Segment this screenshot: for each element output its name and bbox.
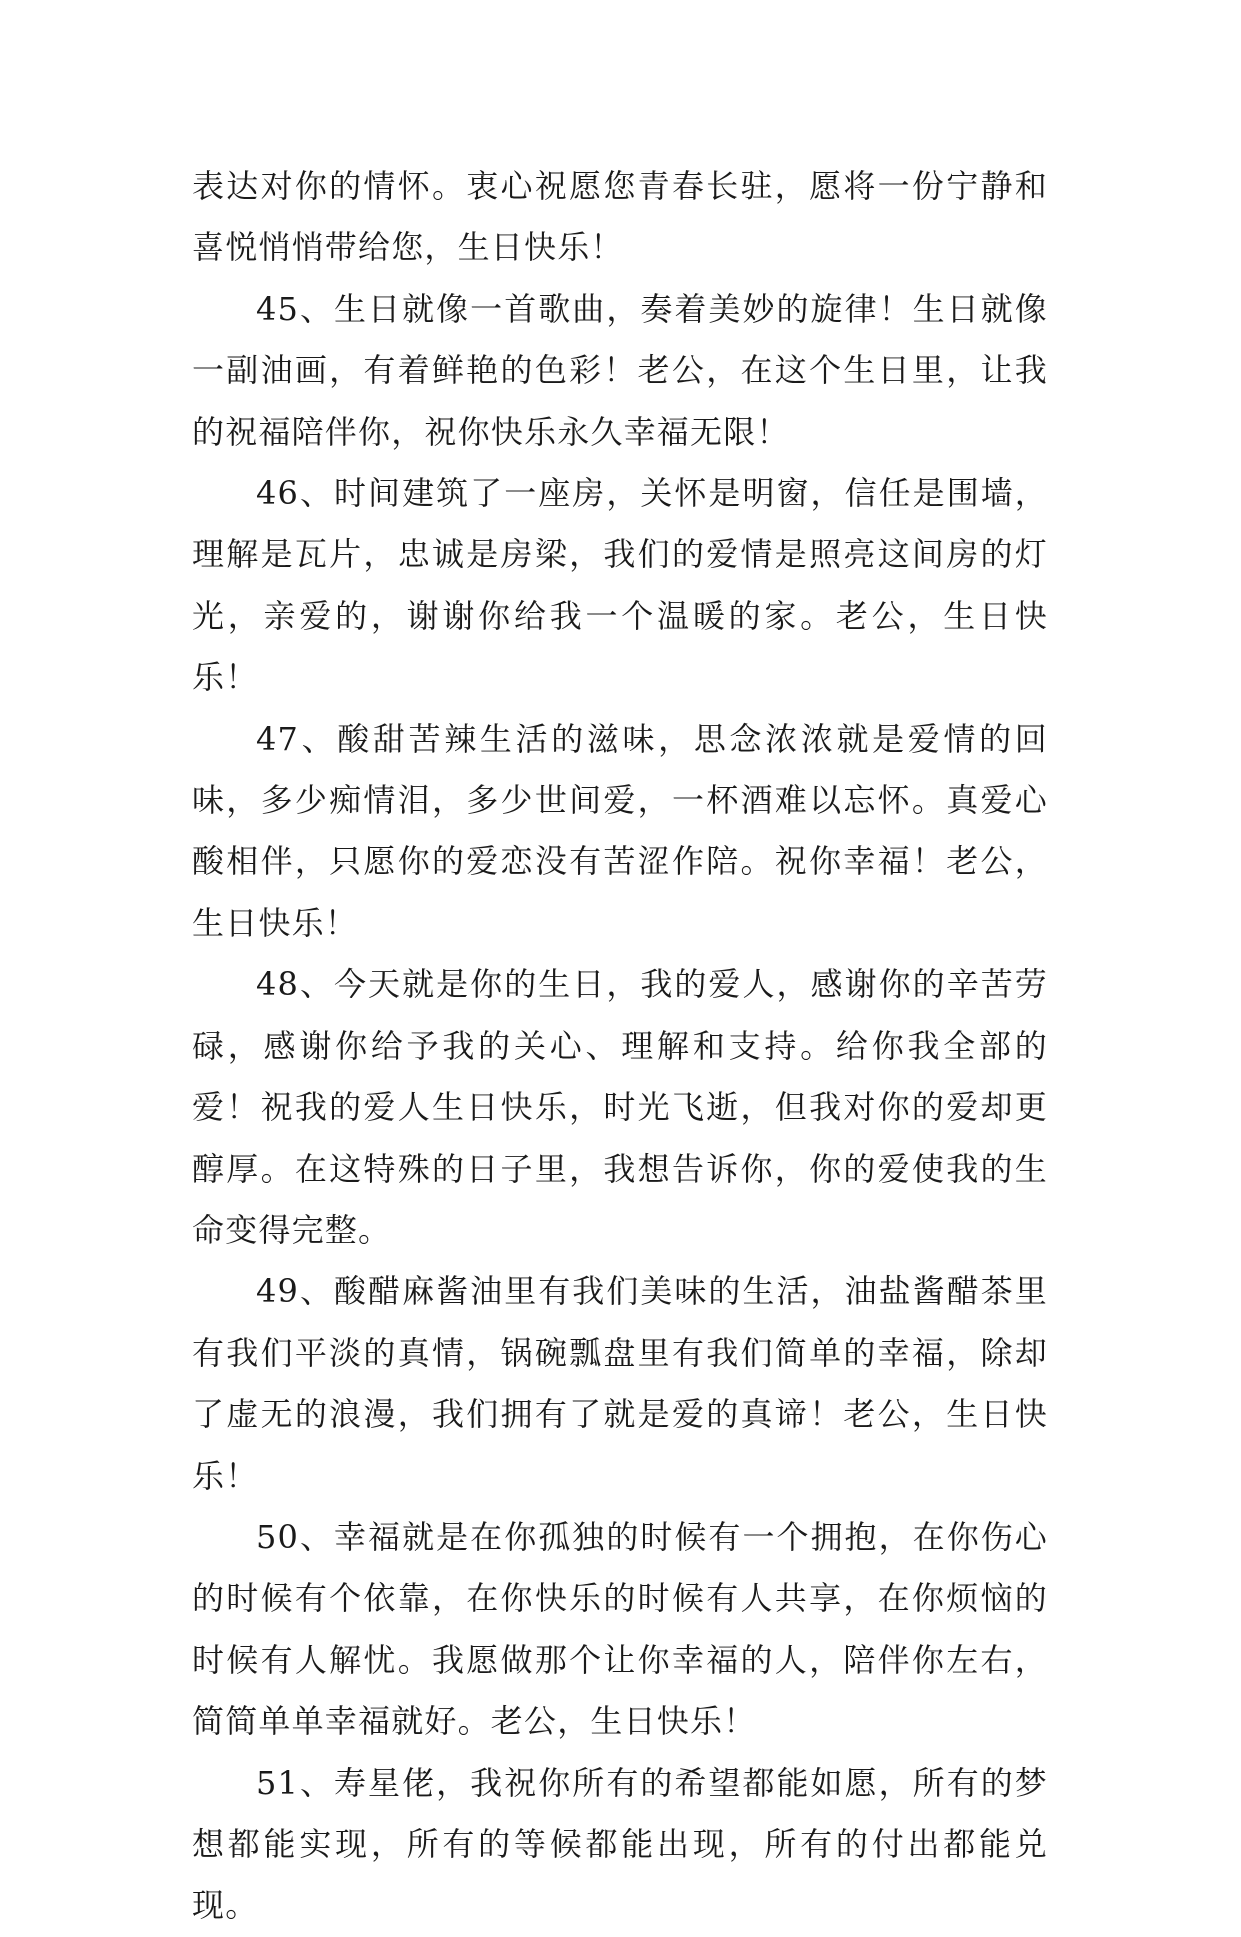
paragraph-item-49: 49、酸醋麻酱油里有我们美味的生活，油盐酱醋茶里有我们平淡的真情，锅碗瓢盘里有我们简单的幸福，除却了虚无的浪漫，我们拥有了就是爱的真谛！老公，生日快乐！	[192, 1272, 1048, 1495]
paragraph-item-47: 47、酸甜苦辣生活的滋味，思念浓浓就是爱情的回味，多少痴情泪，多少世间爱，一杯酒难以忘怀。真爱心酸相伴，只愿你的爱恋没有苦涩作陪。祝你幸福！老公，生日快乐！	[192, 719, 1048, 942]
paragraph-item-46: 46、时间建筑了一座房，关怀是明窗，信任是围墙，理解是瓦片，忠诚是房梁，我们的爱情是照亮这间房的灯光，亲爱的，谢谢你给我一个温暖的家。老公，生日快乐！	[192, 474, 1048, 697]
paragraph-item-45: 45、生日就像一首歌曲，奏着美妙的旋律！生日就像一副油画，有着鲜艳的色彩！老公，在这个生日里，让我的祝福陪伴你，祝你快乐永久幸福无限！	[192, 289, 1048, 451]
paragraph-item-51: 51、寿星佬，我祝你所有的希望都能如愿，所有的梦想都能实现，所有的等候都能出现，所有的付出都能兑现。	[192, 1763, 1048, 1925]
paragraph-item-50: 50、幸福就是在你孤独的时候有一个拥抱，在你伤心的时候有个依靠，在你快乐的时候有人共享，在你烦恼的时候有人解忧。我愿做那个让你幸福的人，陪伴你左右，简简单单幸福就好。老公，生日快乐！	[192, 1517, 1048, 1741]
paragraph-item-48: 48、今天就是你的生日，我的爱人，感谢你的辛苦劳碌，感谢你给予我的关心、理解和支持。给你我全部的爱！祝我的爱人生日快乐，时光飞逝，但我对你的爱却更醇厚。在这特殊的日子里，我想告诉你，你的爱使我的生命变得完整。	[192, 965, 1048, 1249]
paragraph-continuation: 表达对你的情怀。衷心祝愿您青春长驻，愿将一份宁静和喜悦悄悄带给您，生日快乐！	[192, 167, 1048, 267]
document-body	[192, 156, 1048, 1937]
